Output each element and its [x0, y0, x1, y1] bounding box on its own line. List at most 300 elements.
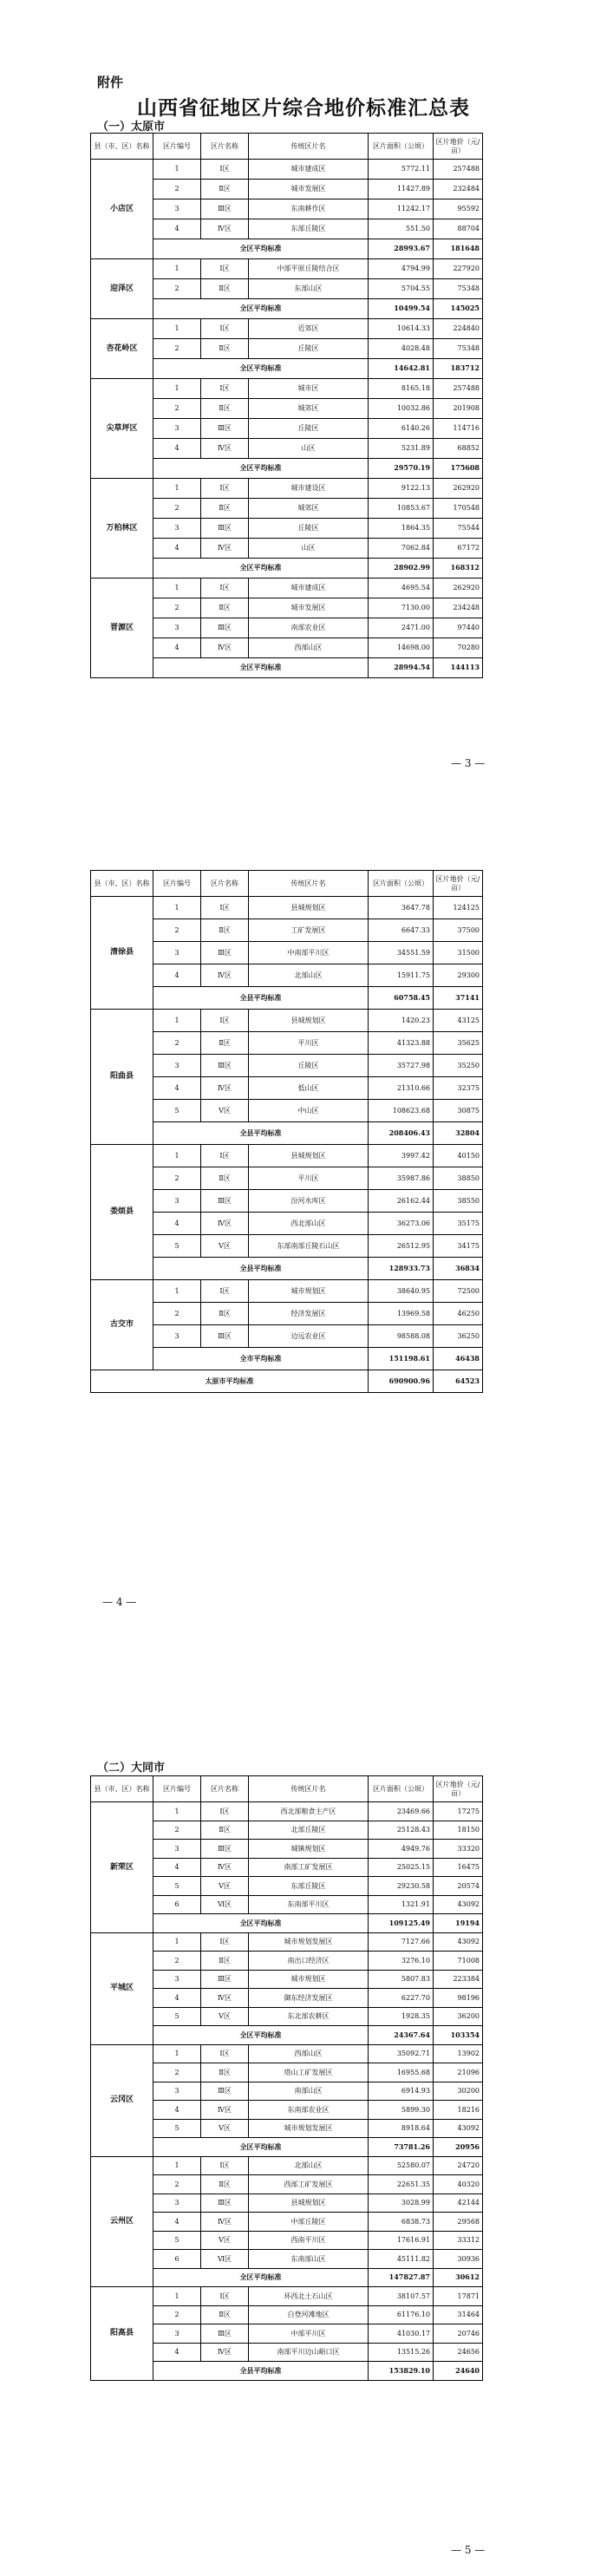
header-trad-name: 传统区片名	[249, 871, 369, 897]
county-name: 古交市	[91, 1280, 153, 1370]
zone-price: 124125	[434, 897, 483, 919]
header-trad-name: 传统区片名	[249, 1776, 369, 1802]
average-price: 30612	[434, 2268, 483, 2287]
zone-name: Ⅰ区	[201, 319, 249, 339]
zone-area: 45111.82	[369, 2250, 434, 2269]
zone-number: 4	[153, 539, 201, 559]
county-name: 尖草坪区	[91, 379, 153, 479]
zone-area: 1928.35	[369, 2007, 434, 2026]
zone-number: 3	[153, 1970, 201, 1989]
zone-area: 4028.48	[369, 339, 434, 359]
average-label: 全区平均标准	[153, 1914, 369, 1933]
traditional-zone-name: 东南部农业区	[249, 2101, 369, 2120]
header-zone-no: 区片编号	[153, 1776, 201, 1802]
zone-price: 43092	[434, 1895, 483, 1914]
zone-number: 4	[153, 439, 201, 459]
traditional-zone-name: 西部山区	[249, 638, 369, 658]
zone-price: 40150	[434, 1145, 483, 1167]
zone-area: 6140.26	[369, 419, 434, 439]
zone-price: 33312	[434, 2231, 483, 2250]
zone-number: 4	[153, 219, 201, 239]
traditional-zone-name: 南部农业区	[249, 618, 369, 638]
zone-name: Ⅲ区	[201, 942, 249, 964]
traditional-zone-name: 山区	[249, 539, 369, 559]
traditional-zone-name: 西北部粮食主产区	[249, 1802, 369, 1821]
zone-number: 1	[153, 897, 201, 919]
zone-number: 3	[153, 519, 201, 539]
zone-area: 11427.89	[369, 180, 434, 199]
traditional-zone-name: 工矿发展区	[249, 919, 369, 942]
county-name: 阳高县	[91, 2287, 153, 2381]
traditional-zone-name: 北部山区	[249, 964, 369, 987]
traditional-zone-name: 东部丘陵区	[249, 219, 369, 239]
average-label: 全区平均标准	[153, 2268, 369, 2287]
table-row	[91, 259, 483, 279]
traditional-zone-name: 中南部平川区	[249, 942, 369, 964]
zone-number: 2	[153, 339, 201, 359]
zone-area: 1420.23	[369, 1010, 434, 1032]
zone-number: 6	[153, 1895, 201, 1914]
zone-name: Ⅲ区	[201, 419, 249, 439]
zone-name: Ⅱ区	[201, 1167, 249, 1190]
zone-area: 551.50	[369, 219, 434, 239]
zone-area: 22651.35	[369, 2175, 434, 2194]
traditional-zone-name: 城市建设区	[249, 479, 369, 499]
county-name: 云冈区	[91, 2044, 153, 2156]
table-row	[91, 479, 483, 499]
zone-price: 257488	[434, 160, 483, 180]
average-area: 109125.49	[369, 1914, 434, 1933]
zone-name: Ⅰ区	[201, 379, 249, 399]
traditional-zone-name: 西南平川区	[249, 2231, 369, 2250]
average-area: 29570.19	[369, 459, 434, 479]
zone-name: Ⅰ区	[201, 1145, 249, 1167]
zone-area: 3647.78	[369, 897, 434, 919]
zone-price: 88704	[434, 219, 483, 239]
average-area: 28902.99	[369, 559, 434, 579]
traditional-zone-name: 御东经济发展区	[249, 1989, 369, 2008]
average-area: 73781.26	[369, 2138, 434, 2157]
zone-number: 4	[153, 2101, 201, 2120]
zone-name: Ⅱ区	[201, 279, 249, 299]
zone-number: 3	[153, 942, 201, 964]
zone-price: 201908	[434, 399, 483, 419]
zone-area: 7127.66	[369, 1932, 434, 1952]
zone-area: 11242.17	[369, 199, 434, 219]
zone-price: 21096	[434, 2063, 483, 2082]
zone-name: Ⅲ区	[201, 1055, 249, 1077]
zone-number: 5	[153, 2231, 201, 2250]
zone-number: 3	[153, 1840, 201, 1859]
zone-name: Ⅳ区	[201, 539, 249, 559]
zone-number: 2	[153, 2063, 201, 2082]
section-title-taiyuan: （一）太原市	[97, 121, 166, 134]
traditional-zone-name: 中部平川区	[249, 2324, 369, 2344]
zone-price: 30875	[434, 1100, 483, 1122]
zone-area: 23469.66	[369, 1802, 434, 1821]
zone-number: 3	[153, 1325, 201, 1348]
zone-number: 5	[153, 2007, 201, 2026]
zone-number: 3	[153, 618, 201, 638]
average-label: 全市平均标准	[153, 1348, 369, 1370]
header-zone-no: 区片编号	[153, 134, 201, 160]
zone-number: 2	[153, 598, 201, 618]
zone-price: 68852	[434, 439, 483, 459]
average-area: 10499.54	[369, 299, 434, 319]
zone-area: 8918.64	[369, 2119, 434, 2138]
table-row	[91, 1802, 483, 1821]
zone-name: Ⅳ区	[201, 1858, 249, 1877]
traditional-zone-name: 东部丘陵区	[249, 1877, 369, 1896]
zone-area: 6647.33	[369, 919, 434, 942]
zone-number: 2	[153, 1167, 201, 1190]
zone-price: 72500	[434, 1280, 483, 1303]
zone-name: Ⅳ区	[201, 2101, 249, 2120]
traditional-zone-name: 中山区	[249, 1100, 369, 1122]
average-area: 147827.87	[369, 2268, 434, 2287]
zone-price: 13902	[434, 2044, 483, 2063]
zone-price: 43092	[434, 1932, 483, 1952]
zone-price: 36250	[434, 1325, 483, 1348]
zone-area: 13969.58	[369, 1303, 434, 1325]
zone-name: Ⅰ区	[201, 160, 249, 180]
zone-price: 71008	[434, 1952, 483, 1971]
zone-area: 6227.70	[369, 1989, 434, 2008]
zone-price: 257488	[434, 379, 483, 399]
zone-name: Ⅳ区	[201, 1989, 249, 2008]
zone-price: 20746	[434, 2324, 483, 2344]
average-price: 175608	[434, 459, 483, 479]
zone-name: Ⅳ区	[201, 964, 249, 987]
zone-area: 5231.89	[369, 439, 434, 459]
zone-price: 16475	[434, 1858, 483, 1877]
zone-name: Ⅵ区	[201, 2250, 249, 2269]
zone-area: 35727.98	[369, 1055, 434, 1077]
traditional-zone-name: 城市发展区	[249, 180, 369, 199]
traditional-zone-name: 东南部山区	[249, 2250, 369, 2269]
zone-price: 17871	[434, 2287, 483, 2306]
zone-number: 4	[153, 1858, 201, 1877]
traditional-zone-name: 汾河水库区	[249, 1190, 369, 1213]
zone-name: Ⅱ区	[201, 399, 249, 419]
zone-number: 2	[153, 180, 201, 199]
zone-price: 18150	[434, 1821, 483, 1840]
zone-price: 224840	[434, 319, 483, 339]
zone-price: 232484	[434, 180, 483, 199]
page-number: — 4 —	[102, 1596, 137, 1608]
zone-area: 38107.57	[369, 2287, 434, 2306]
zone-area: 21310.66	[369, 1077, 434, 1100]
header-price: 区片地价（元/亩）	[434, 871, 483, 897]
header-zone-no: 区片编号	[153, 871, 201, 897]
zone-area: 7062.84	[369, 539, 434, 559]
table-taiyuan-1	[90, 133, 483, 678]
zone-area: 36273.06	[369, 1213, 434, 1235]
zone-number: 1	[153, 1802, 201, 1821]
average-price: 24640	[434, 2362, 483, 2381]
zone-name: Ⅴ区	[201, 1235, 249, 1258]
table-row	[91, 579, 483, 598]
average-price: 103354	[434, 2026, 483, 2045]
county-name: 迎泽区	[91, 259, 153, 319]
average-price: 20956	[434, 2138, 483, 2157]
average-price: 19194	[434, 1914, 483, 1933]
header-price: 区片地价（元/亩）	[434, 134, 483, 160]
zone-area: 4695.54	[369, 579, 434, 598]
traditional-zone-name: 环西北土石山区	[249, 2287, 369, 2306]
header-county: 县（市、区）名称	[91, 1776, 153, 1802]
zone-price: 35625	[434, 1032, 483, 1055]
zone-price: 17275	[434, 1802, 483, 1821]
traditional-zone-name: 中部平原丘陵结合区	[249, 259, 369, 279]
zone-number: 4	[153, 1213, 201, 1235]
traditional-zone-name: 西北部山区	[249, 1213, 369, 1235]
zone-price: 34175	[434, 1235, 483, 1258]
city-total-row	[91, 1370, 483, 1393]
traditional-zone-name: 近郊区	[249, 319, 369, 339]
zone-price: 97440	[434, 618, 483, 638]
zone-number: 3	[153, 2082, 201, 2101]
zone-name: Ⅱ区	[201, 2175, 249, 2194]
traditional-zone-name: 城市规划发展区	[249, 2119, 369, 2138]
zone-name: Ⅰ区	[201, 1932, 249, 1952]
header-county: 县（市、区）名称	[91, 134, 153, 160]
average-area: 128933.73	[369, 1258, 434, 1280]
traditional-zone-name: 南部山区	[249, 2082, 369, 2101]
zone-name: Ⅲ区	[201, 519, 249, 539]
zone-name: Ⅱ区	[201, 499, 249, 519]
zone-area: 41323.88	[369, 1032, 434, 1055]
city-total-label: 太原市平均标准	[91, 1370, 369, 1393]
table-row	[91, 160, 483, 180]
zone-price: 42144	[434, 2194, 483, 2213]
zone-number: 1	[153, 479, 201, 499]
zone-number: 1	[153, 2156, 201, 2175]
traditional-zone-name: 城郊区	[249, 499, 369, 519]
zone-area: 26512.95	[369, 1235, 434, 1258]
table-datong	[90, 1775, 483, 2381]
zone-price: 35175	[434, 1213, 483, 1235]
traditional-zone-name: 平川区	[249, 1032, 369, 1055]
traditional-zone-name: 北部山区	[249, 2156, 369, 2175]
traditional-zone-name: 西部山区	[249, 2044, 369, 2063]
zone-area: 8165.18	[369, 379, 434, 399]
zone-name: Ⅳ区	[201, 1213, 249, 1235]
traditional-zone-name: 东部南部丘陵石山区	[249, 1235, 369, 1258]
zone-name: Ⅲ区	[201, 1970, 249, 1989]
average-label: 全区平均标准	[153, 299, 369, 319]
zone-name: Ⅰ区	[201, 2044, 249, 2063]
zone-area: 4949.76	[369, 1840, 434, 1859]
zone-name: Ⅱ区	[201, 1821, 249, 1840]
table-taiyuan-2	[90, 870, 483, 1393]
average-label: 全区平均标准	[153, 239, 369, 259]
zone-number: 1	[153, 1932, 201, 1952]
traditional-zone-name: 经济发展区	[249, 1303, 369, 1325]
average-area: 14642.81	[369, 359, 434, 379]
zone-number: 3	[153, 1190, 201, 1213]
zone-area: 6914.93	[369, 2082, 434, 2101]
zone-area: 10614.33	[369, 319, 434, 339]
traditional-zone-name: 城市发展区	[249, 598, 369, 618]
zone-area: 5772.11	[369, 160, 434, 180]
traditional-zone-name: 县城规划区	[249, 2194, 369, 2213]
table-row	[91, 1145, 483, 1167]
zone-name: Ⅲ区	[201, 618, 249, 638]
county-name: 万柏林区	[91, 479, 153, 579]
table-row	[91, 1932, 483, 1952]
traditional-zone-name: 平川区	[249, 1167, 369, 1190]
zone-number: 5	[153, 1235, 201, 1258]
traditional-zone-name: 城市规划区	[249, 1280, 369, 1303]
zone-price: 37500	[434, 919, 483, 942]
zone-name: Ⅰ区	[201, 1802, 249, 1821]
zone-price: 36200	[434, 2007, 483, 2026]
zone-price: 38850	[434, 1167, 483, 1190]
zone-name: Ⅲ区	[201, 2324, 249, 2344]
traditional-zone-name: 县城规划区	[249, 1145, 369, 1167]
zone-price: 98196	[434, 1989, 483, 2008]
zone-area: 2471.00	[369, 618, 434, 638]
zone-name: Ⅳ区	[201, 439, 249, 459]
zone-price: 40320	[434, 2175, 483, 2194]
county-name: 阳曲县	[91, 1010, 153, 1145]
zone-name: Ⅰ区	[201, 1280, 249, 1303]
header-area: 区片面积（公顷）	[369, 1776, 434, 1802]
traditional-zone-name: 中部丘陵区	[249, 2213, 369, 2232]
zone-price: 31464	[434, 2305, 483, 2324]
traditional-zone-name: 县城规划区	[249, 897, 369, 919]
traditional-zone-name: 东南耕作区	[249, 199, 369, 219]
header-area: 区片面积（公顷）	[369, 871, 434, 897]
zone-area: 3276.10	[369, 1952, 434, 1971]
county-name: 云州区	[91, 2156, 153, 2287]
traditional-zone-name: 城市规划发展区	[249, 1932, 369, 1952]
zone-number: 4	[153, 1989, 201, 2008]
average-price: 145025	[434, 299, 483, 319]
average-label: 全区平均标准	[153, 459, 369, 479]
zone-area: 3028.99	[369, 2194, 434, 2213]
average-price: 32804	[434, 1122, 483, 1145]
table-row	[91, 2044, 483, 2063]
zone-name: Ⅲ区	[201, 199, 249, 219]
page-title: 山西省征地区片综合地价标准汇总表	[137, 96, 470, 120]
zone-area: 41030.17	[369, 2324, 434, 2344]
zone-number: 1	[153, 579, 201, 598]
zone-name: Ⅳ区	[201, 2343, 249, 2362]
zone-number: 3	[153, 2324, 201, 2344]
zone-name: Ⅱ区	[201, 2305, 249, 2324]
zone-number: 2	[153, 919, 201, 942]
zone-area: 25025.15	[369, 1858, 434, 1877]
zone-number: 2	[153, 499, 201, 519]
zone-name: Ⅲ区	[201, 1325, 249, 1348]
header-trad-name: 传统区片名	[249, 134, 369, 160]
average-label: 全区平均标准	[153, 359, 369, 379]
section-title-datong: （二）大同市	[97, 1762, 166, 1775]
attachment-label: 附件	[97, 75, 124, 90]
traditional-zone-name: 东部山区	[249, 279, 369, 299]
zone-area: 10853.67	[369, 499, 434, 519]
city-total-price: 64523	[434, 1370, 483, 1393]
zone-name: Ⅴ区	[201, 2119, 249, 2138]
zone-name: Ⅰ区	[201, 2156, 249, 2175]
zone-price: 95592	[434, 199, 483, 219]
zone-number: 5	[153, 1877, 201, 1896]
average-label: 全县平均标准	[153, 987, 369, 1010]
zone-price: 170548	[434, 499, 483, 519]
zone-area: 13515.26	[369, 2343, 434, 2362]
zone-name: Ⅳ区	[201, 2213, 249, 2232]
zone-name: Ⅱ区	[201, 180, 249, 199]
zone-name: Ⅲ区	[201, 1190, 249, 1213]
zone-price: 75348	[434, 279, 483, 299]
county-name: 清徐县	[91, 897, 153, 1010]
average-area: 208406.43	[369, 1122, 434, 1145]
zone-area: 3997.42	[369, 1145, 434, 1167]
table-row	[91, 2287, 483, 2306]
zone-price: 262920	[434, 479, 483, 499]
zone-name: Ⅰ区	[201, 259, 249, 279]
zone-price: 43092	[434, 2119, 483, 2138]
zone-name: Ⅲ区	[201, 2082, 249, 2101]
table-row	[91, 2156, 483, 2175]
traditional-zone-name: 东南部平川区	[249, 1895, 369, 1914]
traditional-zone-name: 城市区	[249, 379, 369, 399]
zone-number: 2	[153, 2175, 201, 2194]
zone-number: 2	[153, 2305, 201, 2324]
header-zone-name: 区片名称	[201, 1776, 249, 1802]
zone-number: 3	[153, 199, 201, 219]
zone-price: 18216	[434, 2101, 483, 2120]
zone-area: 35092.71	[369, 2044, 434, 2063]
zone-area: 34551.59	[369, 942, 434, 964]
zone-name: Ⅱ区	[201, 339, 249, 359]
zone-number: 1	[153, 2044, 201, 2063]
zone-area: 25128.43	[369, 1821, 434, 1840]
zone-area: 26162.44	[369, 1190, 434, 1213]
zone-number: 2	[153, 399, 201, 419]
zone-name: Ⅱ区	[201, 1032, 249, 1055]
zone-area: 10032.86	[369, 399, 434, 419]
average-area: 24367.64	[369, 2026, 434, 2045]
zone-area: 52580.07	[369, 2156, 434, 2175]
zone-price: 75544	[434, 519, 483, 539]
traditional-zone-name: 城市规划区	[249, 1970, 369, 1989]
zone-name: Ⅰ区	[201, 1010, 249, 1032]
page-number: — 3 —	[451, 757, 486, 769]
county-name: 小店区	[91, 160, 153, 259]
zone-number: 2	[153, 279, 201, 299]
average-price: 36834	[434, 1258, 483, 1280]
average-label: 全县平均标准	[153, 1122, 369, 1145]
average-price: 144113	[434, 658, 483, 678]
zone-area: 5807.83	[369, 1970, 434, 1989]
zone-price: 70280	[434, 638, 483, 658]
zone-number: 4	[153, 1077, 201, 1100]
zone-name: Ⅴ区	[201, 2231, 249, 2250]
average-price: 183712	[434, 359, 483, 379]
zone-number: 1	[153, 1010, 201, 1032]
county-name: 平城区	[91, 1932, 153, 2044]
table-row	[91, 1280, 483, 1303]
zone-number: 4	[153, 638, 201, 658]
table-row	[91, 379, 483, 399]
zone-price: 31500	[434, 942, 483, 964]
zone-area: 7130.00	[369, 598, 434, 618]
header-area: 区片面积（公顷）	[369, 134, 434, 160]
county-name: 晋源区	[91, 579, 153, 678]
